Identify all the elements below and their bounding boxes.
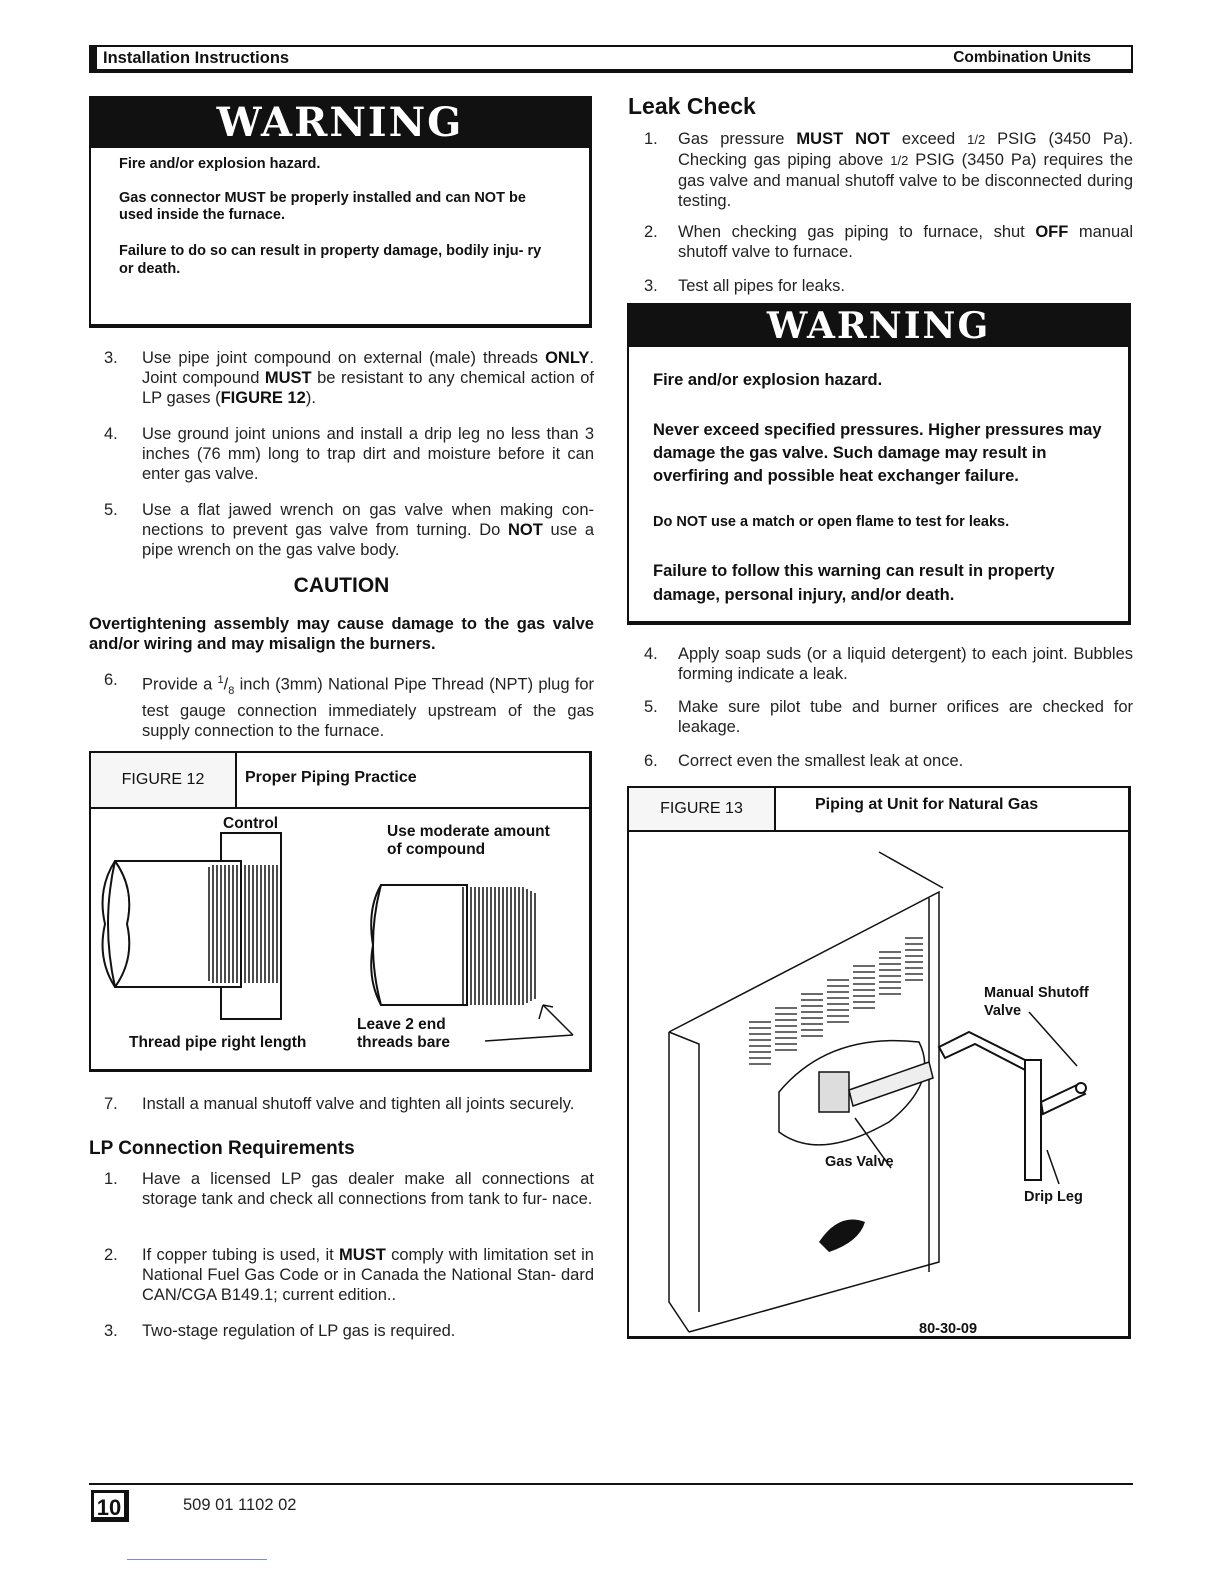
warning-line: Failure to do so can result in property damage, bodily inju- ry or death. <box>119 243 542 277</box>
header-document-title: Combination Units <box>953 49 1091 66</box>
list-item: 5. Use a flat jawed wrench on gas valve when making con- nections to prevent gas valve from turning. Do NOT use a pipe wrench on the gas valve body. <box>104 501 594 559</box>
label-figure-code: 80-30-09 <box>919 1321 978 1337</box>
page-number: 10 <box>91 1490 129 1522</box>
threads-right <box>463 887 535 1005</box>
list-item: 3. Test all pipes for leaks. <box>644 277 845 295</box>
warning-box-pressure <box>627 303 1131 625</box>
external-piping <box>939 1032 1086 1180</box>
label-leave-threads: Leave 2 end threads bare <box>357 1016 451 1051</box>
label-drip-leg: Drip Leg <box>1024 1189 1083 1205</box>
list-item: 1. Gas pressure MUST NOT exceed 1/2 PSIG (3450 Pa). Checking gas piping above 1/2 PSIG (3450 Pa) requires the gas valve and manual shutoff valve to be disconnected during testing. <box>644 130 1133 210</box>
figure-number: FIGURE 12 <box>91 753 237 807</box>
list-item: 3. Use pipe joint compound on external (male) threads ONLY. Joint compound MUST be resistant to any chemical action of LP gases (FIGURE 12). <box>104 349 595 407</box>
footer-rule <box>89 1483 1133 1485</box>
list-item: 6. Correct even the smallest leak at once. <box>644 752 964 770</box>
pipe-fitting-left <box>103 833 281 1019</box>
warning-box-connector <box>89 96 592 328</box>
warning-banner: WARNING <box>91 98 589 148</box>
bottom-link-underline <box>127 1559 267 1560</box>
unit-piping-diagram <box>629 832 1128 1336</box>
label-gas-valve: Gas Valve <box>825 1154 894 1170</box>
list-item: 4. Apply soap suds (or a liquid detergent) to each joint. Bubbles forming indicate a leak. <box>644 645 1133 683</box>
list-item: 4. Use ground joint unions and install a drip leg no less than 3 inches (76 mm) long to trap dirt and moisture before it can enter gas valve. <box>104 425 594 483</box>
header-section-title: Installation Instructions <box>103 49 290 67</box>
figure-12 <box>89 751 592 1072</box>
list-item: 2. If copper tubing is used, it MUST comply with limitation set in National Fuel Gas Code or in Canada the National Stan- dard CAN/CGA B149.1; current edition.. <box>104 1246 594 1304</box>
warning-line: Fire and/or explosion hazard. <box>119 156 321 172</box>
label-thread-length: Thread pipe right length <box>129 1034 307 1051</box>
section-heading: LP Connection Requirements <box>89 1138 355 1159</box>
caution-text: Overtightening assembly may cause damage to the gas valve and/or wiring and may misalign the burners. <box>89 615 594 653</box>
document-number: 509 01 1102 02 <box>183 1496 297 1514</box>
warning-line: Never exceed specified pressures. Higher pressures may damage the gas valve. Such damage may result in overfiring and possible heat exchanger failure. <box>653 421 1102 485</box>
figure-title: Proper Piping Practice <box>245 769 417 786</box>
list-item: 1. Have a licensed LP gas dealer make all connections at storage tank and check all connections from tank to fur- nace. <box>104 1170 594 1208</box>
label-control: Control <box>223 815 279 832</box>
figure-caption <box>91 753 589 809</box>
arrow-icon <box>485 1005 573 1041</box>
list-item: 3. Two-stage regulation of LP gas is required. <box>104 1322 456 1340</box>
figure-number: FIGURE 13 <box>629 788 776 830</box>
warning-line: Gas connector MUST be properly installed and can NOT be used inside the furnace. <box>119 190 526 223</box>
list-item: 6. Provide a $^1/_8$ inch (3mm) National Pipe Thread (NPT) plug for test gauge connection immediately upstream of the gas supply connection to the furnace. <box>104 671 594 740</box>
burner-opening <box>819 1220 865 1253</box>
figure-13 <box>627 786 1131 1339</box>
warning-banner: WARNING <box>629 305 1128 347</box>
figure-title: Piping at Unit for Natural Gas <box>815 796 1039 813</box>
figure-caption <box>629 788 1128 832</box>
list-item: 7. Install a manual shutoff valve and tighten all joints securely. <box>104 1095 575 1113</box>
list-item: 5. Make sure pilot tube and burner orifices are checked for leakage. <box>644 698 1133 736</box>
warning-line: Do NOT use a match or open flame to test for leaks. <box>653 514 1010 530</box>
pipe-right <box>371 885 467 1005</box>
gas-valve-cutout <box>779 1041 933 1145</box>
label-manual-shutoff: Manual Shutoff Valve <box>984 985 1089 1019</box>
warning-line: Failure to follow this warning can result in property damage, personal injury, and/or death. <box>653 562 1055 604</box>
label-moderate-compound: Use moderate amount of compound <box>387 823 550 858</box>
list-item: 2. When checking gas piping to furnace, shut OFF manual shutoff valve to furnace. <box>644 223 1133 261</box>
warning-line: Fire and/or explosion hazard. <box>653 371 883 389</box>
caution-title: CAUTION <box>293 574 390 597</box>
leak-check-heading: Leak Check <box>628 93 756 119</box>
page-header <box>89 45 1133 73</box>
